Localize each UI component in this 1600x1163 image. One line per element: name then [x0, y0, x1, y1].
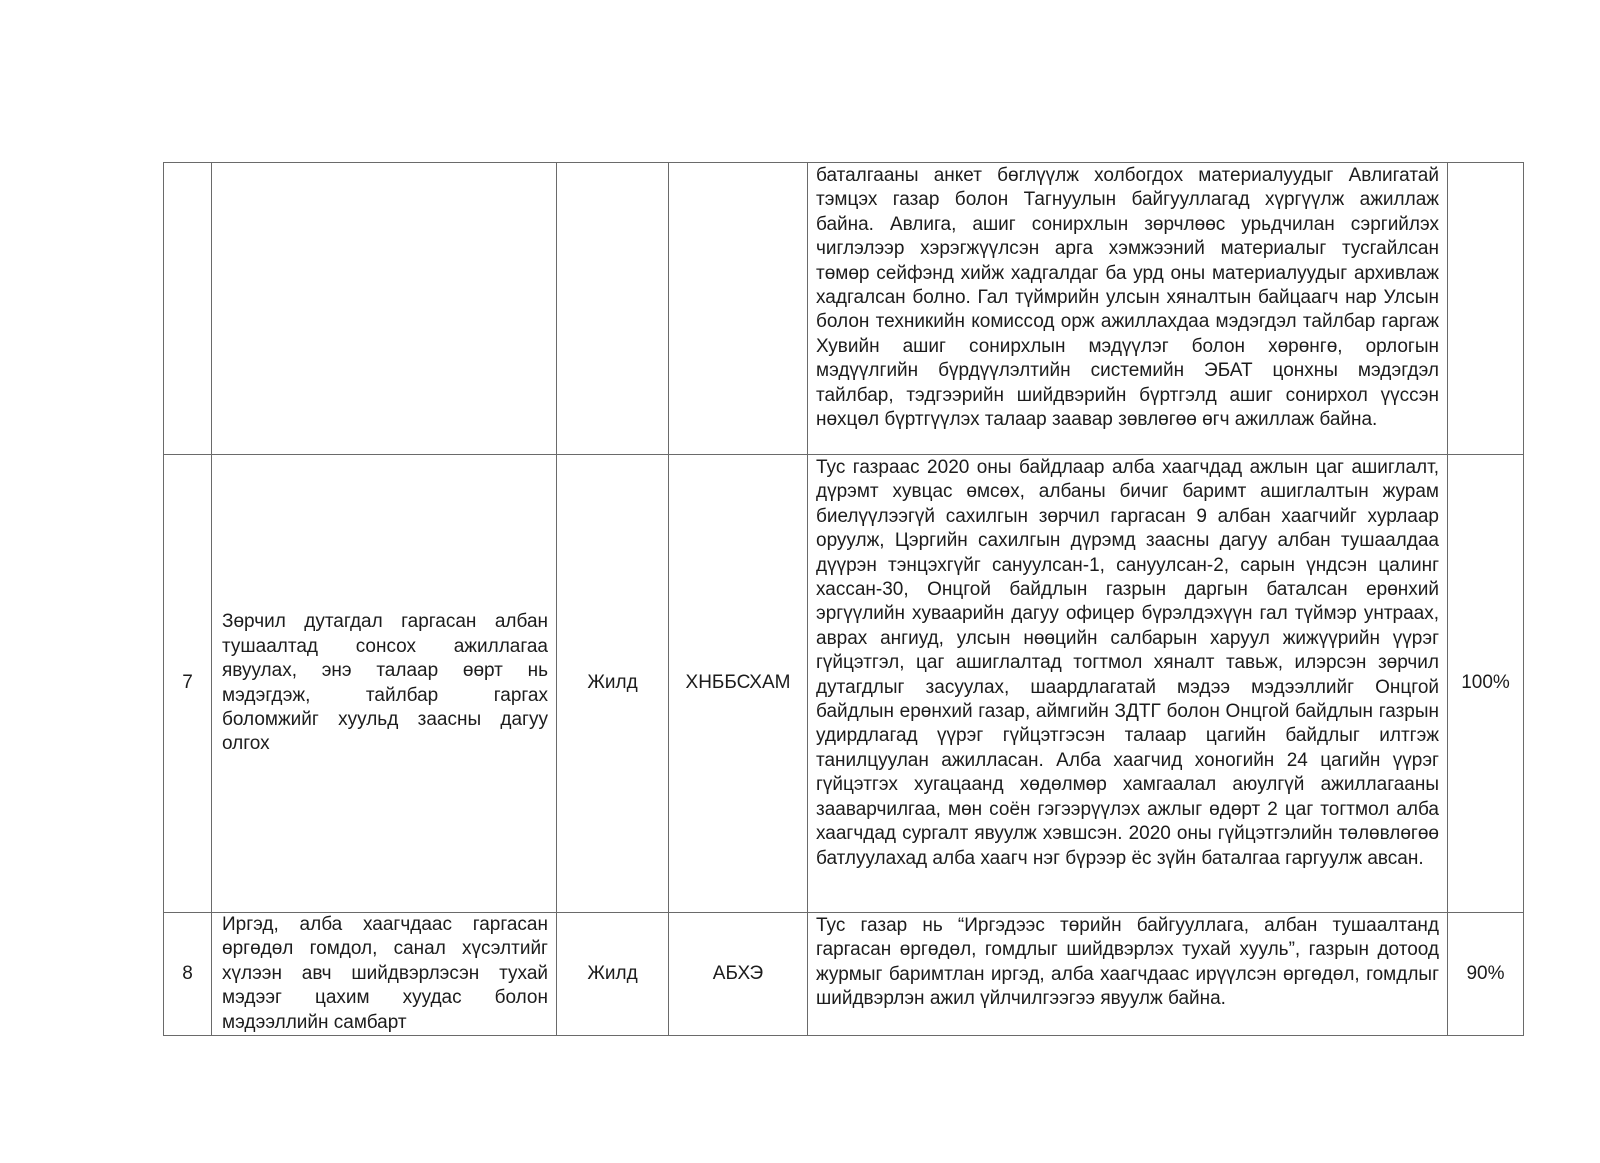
- report-text-cell: Тус газар нь “Иргэдээс төрийн байгууллага, албан тушаалтанд гаргасан өргөдөл, гомдлыг шийдвэрлэх тухай хууль”, газрын дотоод журмыг баримтлан иргэд, алба хаагчдаас ирүүлсэн өргөдөл, гомдлыг шийдвэрлэн ажил үйлчилгээгээ явуулж байна.: [808, 913, 1448, 1036]
- percent-cell: [1448, 163, 1524, 455]
- report-table: [163, 162, 1524, 1036]
- activity-cell: Зөрчил дутагдал гаргасан албан тушаалтад сонсох ажиллагаа явуулах, энэ талаар өөрт нь мэдэгдэж, тайлбар гаргах боломжийг хуульд заасны дагуу олгох: [212, 455, 557, 913]
- responsible-cell: [669, 163, 808, 455]
- percent-cell: 100%: [1448, 455, 1524, 913]
- responsible-cell: АБХЭ: [669, 913, 808, 1036]
- table-row: [164, 455, 1524, 913]
- row-number-cell: 7: [164, 455, 212, 913]
- period-cell: Жилд: [557, 455, 669, 913]
- period-cell: [557, 163, 669, 455]
- table-row: [164, 913, 1524, 1036]
- percent-cell: 90%: [1448, 913, 1524, 1036]
- responsible-cell: ХНББСХАМ: [669, 455, 808, 913]
- period-cell: Жилд: [557, 913, 669, 1036]
- table-row: [164, 163, 1524, 455]
- report-text-cell: Тус газраас 2020 оны байдлаар алба хаагчдад ажлын цаг ашиглалт, дүрэмт хувцас өмсөх, албаны бичиг баримт ашиглалтын журам биелүүлээгүй сахилгын зөрчил гаргасан 9 албан хаагчийг хурлаар оруулж, Цэргийн сахилгын дүрэмд заасны дагуу албан тушаалдаа дүүрэн тэнцэхгүйг сануулсан-1, сануулсан-2, сарын үндсэн цалинг хассан-30, Онцгой байдлын газрын даргын баталсан ерөнхий эргүүлийн хуваарийн дагуу офицер бүрэлдэхүүн гал түймэр унтраах, аврах ангиуд, улсын нөөцийн салбарын харуул жижүүрийн үүрэг гүйцэтгэл, цаг ашиглалтад тогтмол хяналт тавьж, илэрсэн зөрчил дутагдлыг засуулах, шаардлагатай мэдээ мэдээллийг Онцгой байдлын ерөнхий газар, аймгийн ЗДТГ болон Онцгой байдлын газрын удирдлагад үүрэг гүйцэтгэсэн талаар цагийн байдлыг илтгэж танилцуулан ажилласан. Алба хаагчид хоногийн 24 цагийн үүрэг гүйцэтгэх хугацаанд хөдөлмөр хамгаалал аюулгүй ажиллагааны зааварчилгаа, мөн соён гэгээрүүлэх ажлыг өдөрт 2 цаг тогтмол алба хаагчдад сургалт явуулж хэвшсэн. 2020 оны гүйцэтгэлийн төлөвлөгөө батлуулахад алба хаагч нэг бүрээр ёс зүйн баталгаа гаргуулж авсан.: [808, 455, 1448, 913]
- activity-cell: Иргэд, алба хаагчдаас гаргасан өргөдөл гомдол, санал хүсэлтийг хүлээн авч шийдвэрлэсэн тухай мэдээг цахим хуудас болон мэдээллийн самбарт: [212, 913, 557, 1036]
- activity-cell: [212, 163, 557, 455]
- report-text-cell: баталгааны анкет бөглүүлж холбогдох материалуудыг Авлигатай тэмцэх газар болон Тагнуулын байгууллагад хүргүүлж ажиллаж байна. Авлига, ашиг сонирхлын зөрчлөөс урьдчилан сэргийлэх чиглэлээр хэрэгжүүлсэн арга хэмжээний материалыг тусгайлсан төмөр сейфэнд хийж хадгалдаг ба урд оны материалуудыг архивлаж хадгалсан болно. Гал түймрийн улсын хяналтын байцаагч нар Улсын болон техникийн комиссод орж ажиллахдаа мэдэгдэл тайлбар гаргаж Хувийн ашиг сонирхлын мэдүүлэг болон хөрөнгө, орлогын мэдүүлгийн бүрдүүлэлтийн системийн ЭБАТ цонхны мэдэгдэл тайлбар, тэдгээрийн шийдвэрийн бүртгэлд ашиг сонирхол үүссэн нөхцөл бүртгүүлэх талаар заавар зөвлөгөө өгч ажиллаж байна.: [808, 163, 1448, 455]
- row-number-cell: [164, 163, 212, 455]
- row-number-cell: 8: [164, 913, 212, 1036]
